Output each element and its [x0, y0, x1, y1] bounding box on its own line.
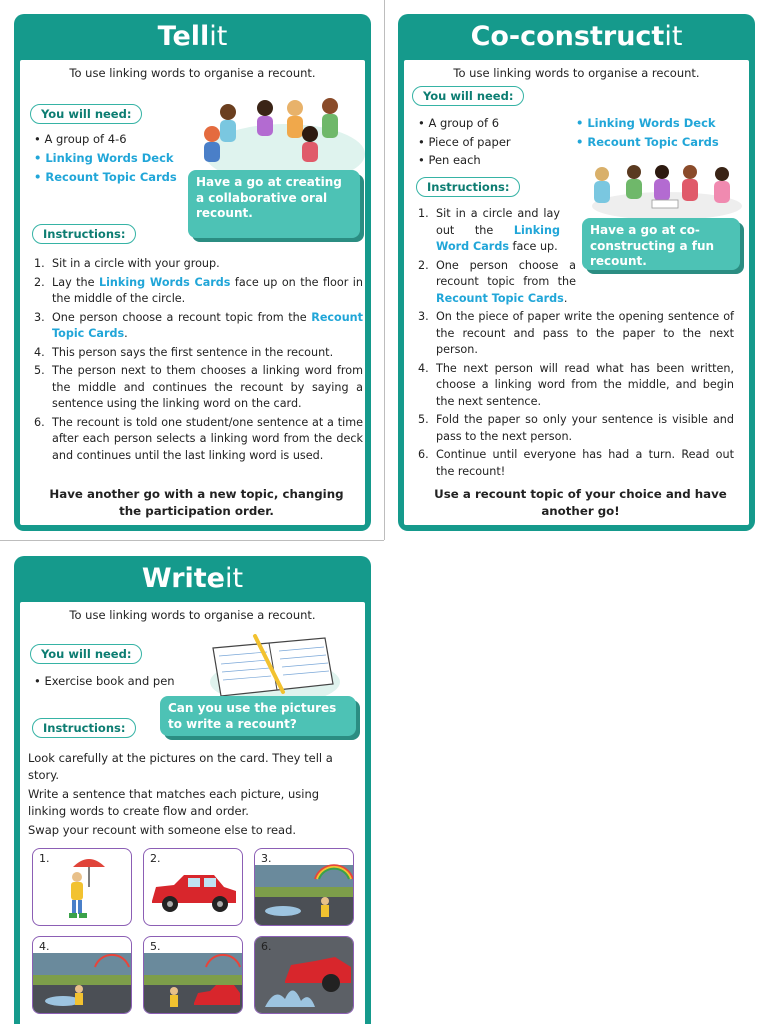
co-need-item: • Recount Topic Cards	[576, 134, 719, 149]
story-picture-4: 4.	[32, 936, 132, 1014]
write-instruction: Write a sentence that matches each picture, using linking words to create flow and order.	[28, 787, 320, 818]
tell-step: 5. The person next to them chooses a linking word from the middle and continues the recount by saying a sentence using the linking word on the card.	[34, 364, 363, 410]
tell-aim: To use linking words to organise a recount.	[69, 66, 316, 80]
co-step: 6. Continue until everyone has had a turn. Read out the recount!	[418, 448, 734, 478]
write-it-title: Writeit	[141, 563, 244, 594]
story-picture-3: 3.	[254, 848, 354, 926]
linking-word-cards-text: Linking Word Cards	[436, 223, 560, 253]
tell-need-item: • Recount Topic Cards	[34, 170, 177, 184]
co-need-item: • Pen each	[418, 153, 481, 167]
co-need-item: • A group of 6	[418, 116, 500, 130]
tell-it-card	[14, 14, 371, 531]
co-closing: Use a recount topic of your choice and have another go!	[434, 487, 727, 518]
tell-it-body	[20, 60, 365, 525]
write-instructions-text	[28, 750, 348, 842]
tell-step: 3. One person choose a recount topic from the Recount Topic Cards.	[34, 310, 363, 340]
write-instruction: Swap your recount with someone else to read.	[28, 823, 297, 837]
write-need-item: • Exercise book and pen	[34, 674, 175, 688]
co-needs-right	[576, 114, 719, 151]
write-callout: Can you use the pictures to write a recount?	[160, 696, 356, 736]
vertical-divider	[384, 0, 385, 540]
notebook-pen-illustration	[205, 634, 340, 704]
write-instruction: Look carefully at the pictures on the card. They tell a story.	[28, 751, 333, 782]
story-picture-5: 5.	[143, 936, 243, 1014]
tell-needs-list	[34, 130, 177, 187]
tell-need-item: • Linking Words Deck	[34, 151, 174, 165]
co-step: 3. On the piece of paper write the opening sentence of the recount and pass to the paper to the next person.	[418, 310, 734, 356]
write-needs-list	[34, 672, 175, 691]
tell-callout: Have a go at creating a collaborative oral recount.	[188, 170, 360, 238]
story-picture-1: 1.	[32, 848, 132, 926]
tell-step: 1. Sit in a circle with your group.	[34, 257, 220, 270]
write-it-body	[20, 602, 365, 1024]
co-construct-it-title: Co-constructit	[470, 21, 683, 52]
recount-topic-cards-text: Recount Topic Cards	[436, 291, 564, 305]
co-step: 2. One person choose a recount topic from the Recount Topic Cards.	[418, 258, 576, 305]
co-step: 1. Sit in a circle and lay out the Linking Word Cards face up.	[418, 207, 560, 253]
write-you-will-need-label: You will need:	[30, 644, 142, 664]
story-picture-6: 6.	[254, 936, 354, 1014]
co-need-item: • Linking Words Deck	[576, 116, 716, 130]
write-aim: To use linking words to organise a recount.	[69, 608, 316, 622]
story-picture-2: 2.	[143, 848, 243, 926]
write-it-card	[14, 556, 371, 1024]
co-steps-list	[414, 206, 734, 482]
co-step: 4. The next person will read what has been written, choose a linking word from the middle, and begin the next sentence.	[418, 361, 734, 408]
horizontal-divider	[0, 540, 384, 541]
co-you-will-need-label: You will need:	[412, 86, 524, 106]
co-step: 5. Fold the paper so only your sentence is visible and pass to the next person.	[418, 413, 734, 443]
tell-it-title: Tellit	[157, 21, 228, 52]
write-instructions-label: Instructions:	[32, 718, 136, 738]
co-instructions-label: Instructions:	[416, 177, 520, 197]
co-needs-left	[418, 114, 511, 170]
tell-need-item: • A group of 4-6	[34, 132, 127, 146]
tell-closing: Have another go with a new topic, changing the participation order.	[49, 487, 344, 518]
co-construct-it-card	[398, 14, 755, 531]
tell-step: 2. Lay the Linking Words Cards face up on the floor in the middle of the circle.	[34, 275, 363, 305]
co-need-item: • Piece of paper	[418, 134, 511, 149]
tell-steps-list	[30, 256, 363, 466]
recount-topic-cards-text: Recount Topic Cards	[52, 310, 363, 340]
tell-you-will-need-label: You will need:	[30, 104, 142, 124]
tell-step: 6. The recount is told one student/one sentence at a time after each person selects a linking word from the deck and continues until the last linking word is used.	[34, 415, 363, 462]
tell-instructions-label: Instructions:	[32, 224, 136, 244]
linking-words-cards-text: Linking Words Cards	[98, 275, 231, 289]
co-construct-it-body	[404, 60, 749, 525]
tell-step: 4. This person says the first sentence in the recount.	[34, 345, 334, 359]
co-callout: Have a go at co-constructing a fun recount.	[582, 218, 740, 270]
co-aim: To use linking words to organise a recount.	[453, 66, 700, 80]
